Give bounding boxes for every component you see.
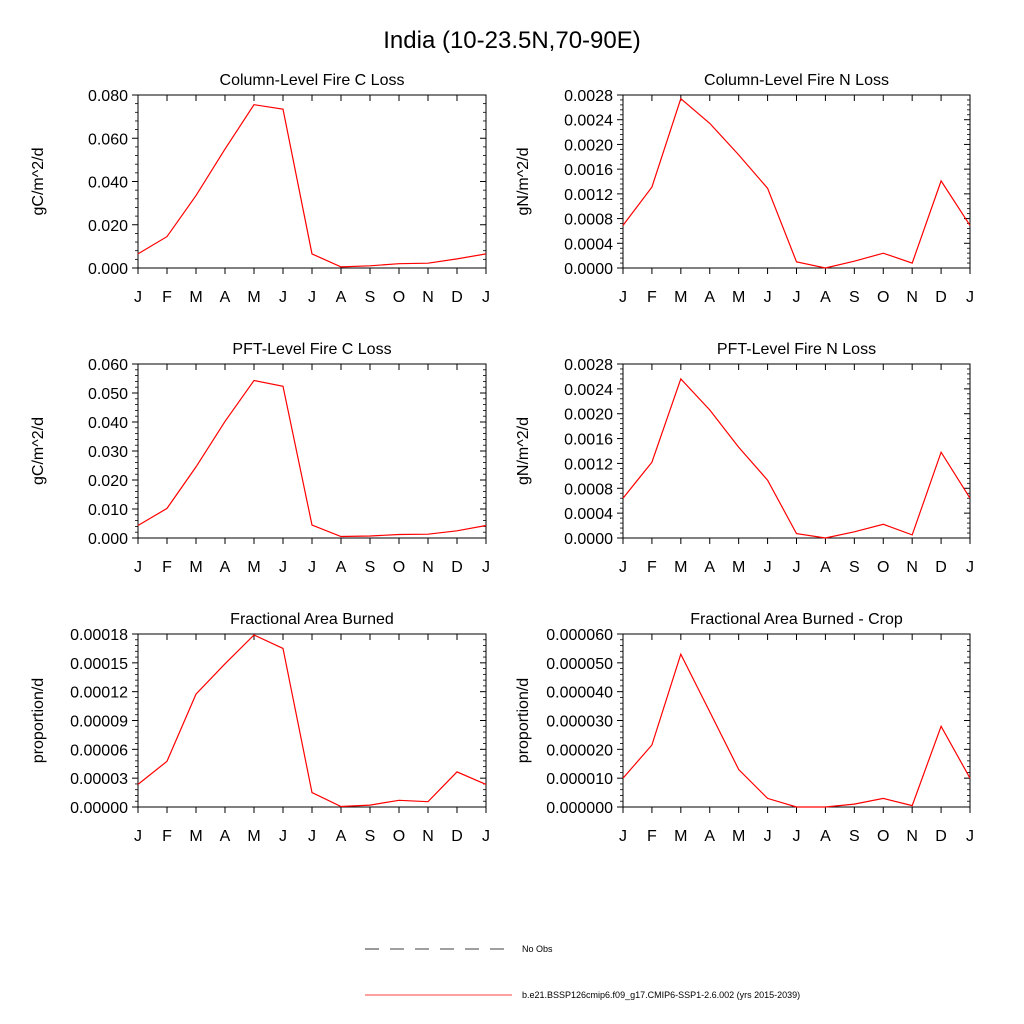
chart-title: PFT-Level Fire C Loss: [232, 341, 392, 358]
x-tick-label: S: [848, 559, 860, 576]
x-tick-label: J: [763, 828, 772, 845]
legend-label-no-obs: No Obs: [522, 944, 553, 954]
x-tick-label: S: [364, 828, 376, 845]
x-tick-label: D: [935, 289, 947, 306]
x-tick-label: M: [674, 559, 688, 576]
y-tick-label: 0.0000: [564, 531, 613, 548]
x-tick-label: J: [308, 559, 316, 576]
series-line: [138, 105, 486, 267]
x-tick-label: M: [247, 559, 261, 576]
y-tick-label: 0.0024: [564, 112, 613, 130]
plot-frame: [623, 95, 970, 268]
y-tick-label: 0.060: [87, 357, 128, 374]
y-tick-label: 0.000010: [546, 771, 613, 789]
x-tick-label: J: [966, 289, 974, 306]
series-line: [623, 379, 970, 538]
y-tick-label: 0.00009: [70, 713, 128, 731]
y-tick-label: 0.0008: [564, 211, 613, 229]
y-tick-label: 0.0028: [564, 357, 613, 374]
x-tick-label: J: [792, 289, 801, 306]
x-tick-label: A: [219, 559, 231, 576]
y-axis-label: gN/m^2/d: [515, 417, 532, 485]
x-tick-label: J: [792, 559, 801, 576]
x-tick-label: J: [279, 559, 287, 576]
y-tick-label: 0.000: [87, 531, 128, 548]
x-tick-label: J: [279, 828, 287, 845]
x-tick-label: O: [877, 559, 890, 576]
x-tick-label: O: [877, 289, 890, 306]
series-line: [623, 654, 970, 807]
x-tick-label: N: [906, 289, 918, 306]
x-tick-label: D: [935, 559, 947, 576]
y-tick-label: 0.0016: [564, 431, 613, 449]
chart-title: Column-Level Fire C Loss: [219, 72, 405, 89]
x-tick-label: O: [392, 828, 406, 845]
x-tick-label: N: [422, 289, 434, 306]
x-tick-label: J: [308, 828, 316, 845]
y-tick-label: 0.0016: [564, 162, 613, 180]
y-tick-label: 0.040: [87, 415, 128, 432]
y-tick-label: 0.0024: [564, 381, 613, 399]
x-tick-label: M: [674, 289, 688, 306]
x-tick-label: M: [247, 828, 261, 845]
x-tick-label: J: [792, 828, 801, 845]
x-tick-label: J: [619, 559, 627, 576]
x-tick-label: J: [279, 289, 287, 306]
x-tick-label: M: [674, 828, 688, 845]
x-tick-label: S: [364, 289, 376, 306]
series-line: [138, 381, 486, 537]
x-tick-label: A: [335, 828, 347, 845]
y-tick-label: 0.000000: [546, 800, 613, 817]
x-tick-label: J: [134, 828, 142, 845]
y-tick-label: 0.060: [87, 131, 128, 149]
x-tick-label: A: [820, 289, 831, 306]
y-axis-label: gC/m^2/d: [30, 147, 47, 216]
x-tick-label: M: [189, 828, 203, 845]
chart-panel: [30, 611, 490, 845]
x-tick-label: J: [966, 559, 974, 576]
x-tick-label: N: [906, 559, 918, 576]
y-tick-label: 0.040: [87, 174, 128, 192]
chart-title: PFT-Level Fire N Loss: [716, 341, 877, 358]
x-tick-label: J: [763, 559, 772, 576]
y-tick-label: 0.0004: [564, 506, 613, 524]
chart-panel: [30, 341, 490, 576]
series-line: [623, 99, 970, 268]
x-tick-label: F: [647, 828, 657, 845]
y-tick-label: 0.000050: [546, 655, 613, 673]
y-tick-label: 0.000060: [546, 627, 613, 644]
y-tick-label: 0.010: [87, 502, 128, 519]
x-tick-label: F: [647, 289, 657, 306]
y-tick-label: 0.000: [87, 261, 128, 278]
plot-frame: [623, 634, 970, 807]
y-tick-label: 0.080: [87, 88, 128, 105]
x-tick-label: S: [848, 828, 860, 845]
y-tick-label: 0.00018: [70, 627, 128, 644]
y-tick-label: 0.00000: [70, 800, 128, 817]
x-tick-label: A: [335, 559, 347, 576]
y-axis-label: gC/m^2/d: [30, 417, 47, 485]
x-tick-label: J: [763, 289, 772, 306]
x-tick-label: N: [906, 828, 918, 845]
y-tick-label: 0.00015: [70, 655, 128, 673]
y-tick-label: 0.0020: [564, 137, 613, 155]
y-axis-label: proportion/d: [30, 677, 47, 764]
legend: [365, 944, 800, 1000]
x-tick-label: D: [451, 559, 463, 576]
y-tick-label: 0.000030: [546, 713, 613, 731]
chart-panel: [30, 72, 490, 306]
y-axis-label: proportion/d: [515, 677, 532, 764]
x-tick-label: A: [219, 828, 231, 845]
x-tick-label: M: [732, 289, 746, 306]
x-tick-label: J: [134, 289, 142, 306]
x-tick-label: J: [482, 559, 490, 576]
y-tick-label: 0.0020: [564, 406, 613, 424]
page-title: India (10-23.5N,70-90E): [383, 27, 641, 54]
y-tick-label: 0.0000: [564, 261, 613, 278]
x-tick-label: J: [134, 559, 142, 576]
x-tick-label: J: [308, 289, 316, 306]
y-tick-label: 0.0012: [564, 456, 613, 474]
x-tick-label: O: [392, 289, 406, 306]
plot-frame: [623, 364, 970, 538]
x-tick-label: O: [392, 559, 406, 576]
y-tick-label: 0.0004: [564, 236, 613, 254]
legend-label-model: b.e21.BSSP126cmip6.f09_g17.CMIP6-SSP1-2.6.002 (yrs 2015-2039): [522, 990, 801, 1000]
y-tick-label: 0.0012: [564, 186, 613, 204]
x-tick-label: S: [848, 289, 860, 306]
plot-frame: [138, 364, 486, 538]
x-tick-label: A: [704, 289, 716, 306]
chart-title: Fractional Area Burned - Crop: [690, 611, 903, 628]
x-tick-label: A: [704, 559, 716, 576]
x-tick-label: N: [422, 828, 434, 845]
y-tick-label: 0.020: [87, 217, 128, 235]
x-tick-label: A: [219, 289, 231, 306]
x-tick-label: M: [189, 289, 203, 306]
x-tick-label: J: [482, 289, 490, 306]
y-tick-label: 0.020: [87, 473, 128, 490]
x-tick-label: S: [364, 559, 376, 576]
chart-panel: [515, 341, 974, 576]
plot-frame: [138, 634, 486, 807]
x-tick-label: D: [451, 289, 463, 306]
chart-panel: [515, 72, 974, 306]
y-tick-label: 0.050: [87, 386, 128, 403]
chart-title: Column-Level Fire N Loss: [704, 72, 889, 89]
y-tick-label: 0.030: [87, 444, 128, 461]
x-tick-label: J: [966, 828, 974, 845]
x-tick-label: A: [820, 559, 831, 576]
x-tick-label: O: [877, 828, 890, 845]
y-tick-label: 0.00012: [70, 684, 128, 702]
x-tick-label: M: [732, 559, 746, 576]
plot-frame: [138, 95, 486, 268]
x-tick-label: F: [162, 289, 172, 306]
x-tick-label: J: [619, 828, 627, 845]
x-tick-label: D: [935, 828, 947, 845]
x-tick-label: J: [619, 289, 627, 306]
x-tick-label: M: [247, 289, 261, 306]
x-tick-label: M: [189, 559, 203, 576]
x-tick-label: N: [422, 559, 434, 576]
x-tick-label: F: [647, 559, 657, 576]
x-tick-label: F: [162, 559, 172, 576]
x-tick-label: A: [820, 828, 831, 845]
x-tick-label: A: [704, 828, 716, 845]
chart-panel: [515, 611, 974, 845]
y-tick-label: 0.0028: [564, 88, 613, 105]
x-tick-label: M: [732, 828, 746, 845]
y-tick-label: 0.000020: [546, 742, 613, 760]
x-tick-label: D: [451, 828, 463, 845]
y-tick-label: 0.00003: [70, 771, 128, 789]
y-axis-label: gN/m^2/d: [515, 147, 532, 216]
chart-title: Fractional Area Burned: [230, 611, 394, 628]
y-tick-label: 0.000040: [546, 684, 613, 702]
x-tick-label: F: [162, 828, 172, 845]
series-line: [138, 635, 486, 807]
x-tick-label: J: [482, 828, 490, 845]
y-tick-label: 0.00006: [70, 742, 128, 760]
y-tick-label: 0.0008: [564, 481, 613, 499]
x-tick-label: A: [335, 289, 347, 306]
